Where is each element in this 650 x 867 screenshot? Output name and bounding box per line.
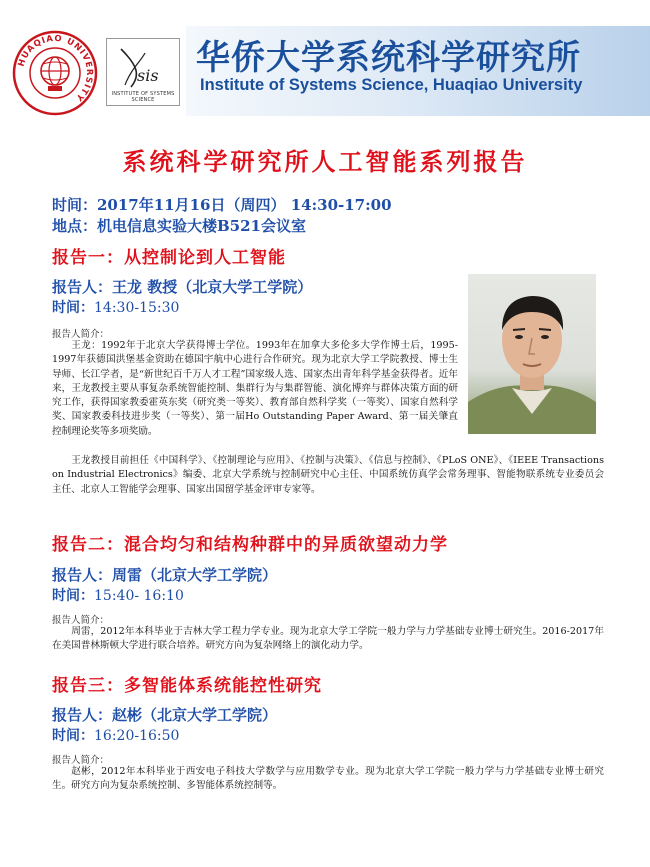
huaqiao-university-seal-icon xyxy=(12,30,98,116)
talk-2-time-value: 15:40- 16:10 xyxy=(94,588,184,604)
talk-1-time-value: 14:30-15:30 xyxy=(94,300,180,316)
event-venue: 地点：机电信息实验大楼B521会议室 xyxy=(52,217,306,235)
talk-1-bio-paragraph: 王龙教授目前担任《中国科学》、《控制理论与应用》、《控制与决策》、《信息与控制》、《PLoS ONE》、《IEEE Transactions on Industrial Electronics》编委、北京大学系统与控制研究中心主任、中国系统仿真学会常务理事、智能物联系统专业委员会主任、北京人工智能学会理事、国家出国留学基金评审专家等。 xyxy=(52,455,604,495)
iss-logo-caption: INSTITUTE OF SYSTEMS SCIENCE xyxy=(111,91,175,103)
talk-1-time-label: 时间： xyxy=(52,300,94,316)
talk-3-bio xyxy=(52,765,604,794)
talk-3-bio-paragraph: 赵彬，2012年本科毕业于西安电子科技大学数学与应用数学专业。现为北京大学工学院一般力学与力学基础专业博士研究生。研究方向为复杂系统控制、多智能体系统控制等。 xyxy=(52,766,604,792)
institute-title-zh: 华侨大学系统科学研究所 xyxy=(196,38,581,78)
talk-1-intro-label: 报告人简介： xyxy=(52,329,110,340)
speaker-photo xyxy=(468,274,596,434)
talk-3-time xyxy=(52,725,179,745)
talk-1-title: 报告一：从控制论到人工智能 xyxy=(52,248,286,268)
talk-2-time-label: 时间： xyxy=(52,588,94,604)
talk-2-bio xyxy=(52,625,604,654)
page-title: 系统科学研究所人工智能系列报告 xyxy=(122,147,528,176)
talk-2-title: 报告二：混合均匀和结构种群中的异质欲望动力学 xyxy=(52,535,448,555)
talk-3-time-value: 16:20-16:50 xyxy=(94,728,180,744)
talk-2-time xyxy=(52,585,184,605)
talk-2-bio-paragraph: 周雷，2012年本科毕业于吉林大学工程力学专业。现为北京大学工学院一般力学与力学基础专业博士研究生。2016-2017年在美国普林斯顿大学进行联合培养。研究方向为复杂网络上的演化动力学。 xyxy=(52,626,604,652)
svg-text:sis: sis xyxy=(137,66,159,85)
event-time: 时间：2017年11月16日（周四） 14:30-17:00 xyxy=(52,196,392,214)
speaker-portrait-icon xyxy=(468,274,596,434)
talk-3-speaker: 报告人：赵彬（北京大学工学院） xyxy=(52,706,278,724)
page-header xyxy=(0,0,650,118)
talk-3-time-label: 时间： xyxy=(52,728,94,744)
talk-2-speaker: 报告人：周雷（北京大学工学院） xyxy=(52,566,278,584)
institute-title-en: Institute of Systems Science, Huaqiao University xyxy=(200,76,583,94)
seal-text: HUAQIAO UNIVERSITY xyxy=(16,33,95,104)
talk-3-intro-label: 报告人简介： xyxy=(52,755,110,766)
talk-1-speaker: 报告人：王龙 教授（北京大学工学院） xyxy=(52,278,313,296)
talk-2-intro-label: 报告人简介： xyxy=(52,615,110,626)
iss-emblem-icon xyxy=(107,39,179,95)
talk-3-title: 报告三：多智能体系统能控性研究 xyxy=(52,676,322,696)
talk-1-bio-part-1 xyxy=(52,339,458,439)
iss-logo xyxy=(106,38,180,106)
talk-1-bio-part-2 xyxy=(52,454,604,497)
talk-1-bio-paragraph: 王龙：1992年于北京大学获得博士学位。1993年在加拿大多伦多大学作博士后，1995-1997年获德国洪堡基金资助在德国宇航中心进行合作研究。现为北京大学工学院教授、博士生导师、长江学者，是“新世纪百千万人才工程”国家级人选、国家杰出青年科学基金获得者。近年来，王龙教授主要从事复杂系统智能控制、集群行为与集群智能、演化博弈与群体决策方面的研究工作，获得国家教委霍英东奖（研究类一等奖）、教育部自然科学奖（一等奖）、国家自然科学奖、国家教委科技进步奖（一等奖）、第一届Ho Outstanding Paper Award、第一届关肇直控制理论奖等多项奖励。 xyxy=(52,340,458,437)
talk-1-time xyxy=(52,297,179,317)
